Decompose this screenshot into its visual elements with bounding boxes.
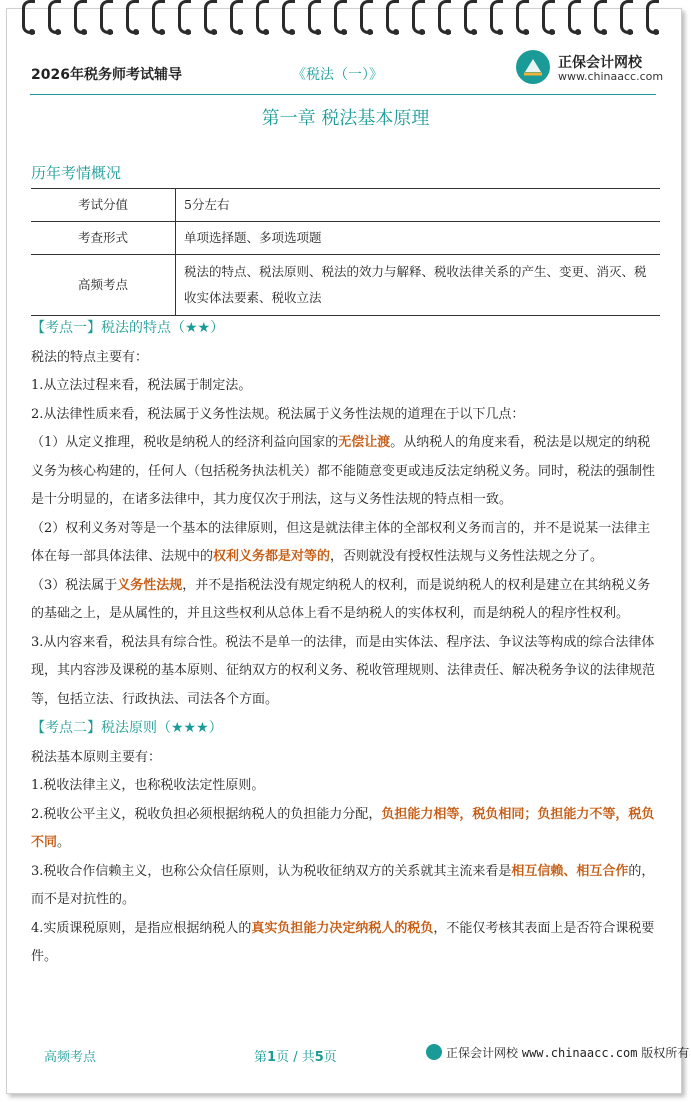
- logo-name: 正保会计网校: [558, 55, 642, 71]
- paragraph: 2.税收公平主义，税收负担必须根据纳税人的负担能力分配，负担能力相等，税负相同；负担能力不等，税负不同。: [31, 806, 655, 850]
- table-row: [31, 255, 660, 316]
- highlight: 真实负担能力决定纳税人的税负: [251, 920, 434, 936]
- main-content: [31, 314, 660, 972]
- paragraph: 税法的特点主要有：: [31, 349, 149, 365]
- header-book-title: 《税法（一）》: [292, 67, 383, 83]
- header-exam-title: 2026年税务师考试辅导: [31, 67, 182, 83]
- section-title-1: 【考点一】税法的特点（★★）: [31, 320, 225, 336]
- chinaacc-logo: [516, 50, 664, 86]
- chapter-title: 第一章 税法基本原理: [261, 108, 430, 129]
- table-label: 考试分值: [31, 189, 176, 222]
- footer-url: www.chinaacc.com: [521, 1046, 638, 1060]
- exam-info-table: [31, 188, 660, 316]
- highlight: 义务性法规: [117, 577, 183, 593]
- logo-url: www.chinaacc.com: [558, 70, 664, 83]
- paragraph: （1）从定义推理，税收是纳税人的经济利益向国家的无偿让渡。从纳税人的角度来看，税法是以规定的纳税义务为核心构建的，任何人（包括税务执法机关）都不能随意变更或违反法定纳税义务。同时，税法的强制性是十分明显的，在诸多法律中，其力度仅次于刑法，这与义务性法规的特点相一致。: [31, 435, 656, 507]
- table-value: 5分左右: [176, 189, 661, 222]
- table-value: 单项选择题、多项选项题: [176, 222, 661, 255]
- header-divider: [30, 94, 656, 95]
- footer-section-label: 高频考点: [44, 1050, 97, 1065]
- highlight: 无偿让渡: [338, 435, 391, 450]
- logo-icon: [516, 50, 550, 84]
- table-row: [31, 222, 660, 255]
- highlight: 权利义务都是对等的: [213, 549, 331, 564]
- table-label: 高频考点: [31, 255, 176, 316]
- table-value: 税法的特点、税法原则、税法的效力与解释、税收法律关系的产生、变更、消灭、税收实体法要素、税收立法: [176, 255, 661, 316]
- section-title-2: 【考点二】税法原则（★★★）: [31, 720, 223, 736]
- history-title: 历年考情概况: [31, 164, 122, 182]
- spiral-binding: [22, 0, 672, 34]
- table-row: [31, 189, 660, 222]
- paragraph: 2.从法律性质来看，税法属于义务性法规。税法属于义务性法规的道理在于以下几点：: [31, 406, 525, 422]
- paragraph: 4.实质课税原则，是指应根据纳税人的真实负担能力决定纳税人的税负，不能仅考核其表面上是否符合课税要件。: [31, 920, 655, 964]
- highlight: 相互信赖、相互合作: [511, 863, 629, 879]
- paragraph: 1.税收法律主义，也称税收法定性原则。: [31, 778, 265, 793]
- paragraph: 1.从立法过程来看，税法属于制定法。: [31, 378, 252, 393]
- paragraph: 3.从内容来看，税法具有综合性。税法不是单一的法律，而是由实体法、程序法、争议法等构成的综合法律体现，其内容涉及课税的基本原则、征纳双方的权利义务、税收管理规则、法律责任、解决税务争议的法律规范等，包括立法、行政执法、司法各个方面。: [31, 634, 656, 707]
- paragraph: （2）权利义务对等是一个基本的法律原则，但这是就法律主体的全部权利义务而言的，并不是说某一法律主体在每一部具体法律、法规中的权利义务都是对等的，否则就没有授权性法规与义务性法规之分了。: [31, 520, 651, 564]
- paragraph: （3）税法属于义务性法规，并不是指税法没有规定纳税人的权利，而是说纳税人的权利是建立在其纳税义务的基础之上，是从属性的，并且这些权利从总体上看不是纳税人的实体权利，而是纳税人的程序性权利。: [31, 577, 651, 621]
- highlight: 负担能力相等，税负相同；负担能力不等，税负不同: [31, 806, 655, 850]
- page-indicator: 第1页 / 共5页: [254, 1050, 337, 1065]
- paragraph: 3.税收合作信赖主义，也称公众信任原则，认为税收征纳双方的关系就其主流来看是相互信赖、相互合作的，而不是对抗性的。: [31, 863, 655, 907]
- paragraph: 税法基本原则主要有：: [31, 749, 162, 765]
- table-label: 考查形式: [31, 222, 176, 255]
- footer-brand: 正保会计网校 www.chinaacc.com 版权所有: [426, 1044, 689, 1061]
- logo-icon: [426, 1044, 442, 1060]
